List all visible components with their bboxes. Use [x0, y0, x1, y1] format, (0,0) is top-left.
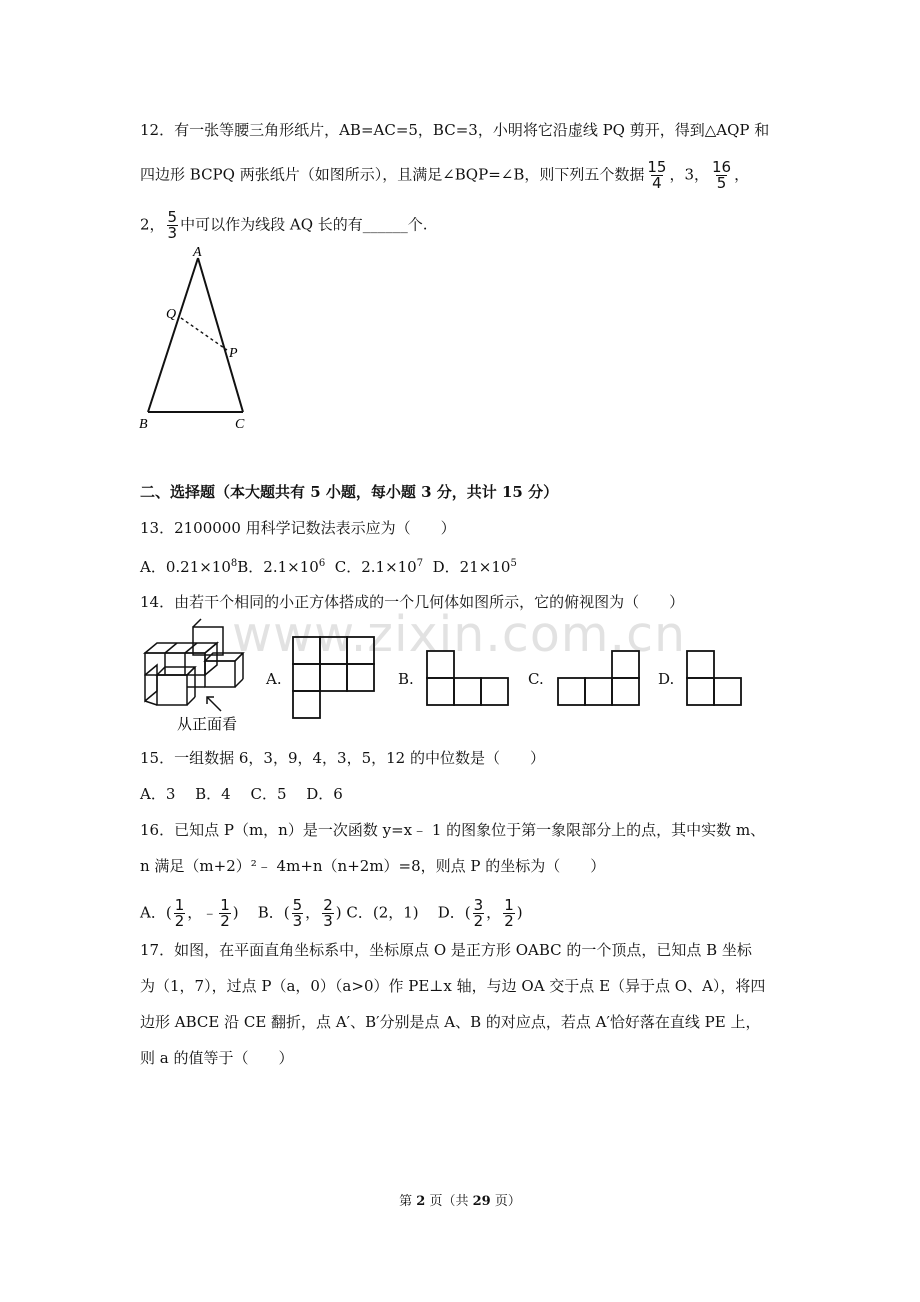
q12-line2: [140, 160, 749, 191]
q13-optA: A．0.21×10: [140, 558, 231, 576]
q14-optA-view: [290, 634, 390, 719]
q14-optC-label: C.: [528, 670, 544, 688]
q14-optB-view: [424, 648, 514, 708]
q15-options: A．3 B．4 C．5 D．6: [140, 785, 343, 803]
q13-optD: D．21×10: [432, 558, 511, 576]
q14-text: 14．由若干个相同的小正方体搭成的一个几何体如图所示，它的俯视图为（ ）: [140, 593, 685, 611]
triangle-figure: [135, 245, 265, 435]
label-Q: Q: [166, 307, 177, 322]
q17-line4: 则 a 的值等于（ ）: [140, 1049, 294, 1067]
q14-optA-label: A.: [266, 670, 282, 688]
view-label: 从正面看: [177, 715, 238, 733]
q12-line2-text: 四边形 BCPQ 两张纸片（如图所示），且满足∠BQP=∠B，则下列五个数据: [140, 165, 645, 184]
fraction-15-4: $\frac{15}{4}$: [647, 158, 667, 192]
q16-options: A．( $\frac{1}{2}$ ，﹣ $\frac{1}{2}$ ) B．( $\frac{5}{3}$ ， $\frac{2}{3}$ ) C．(2，1) D．( $\frac{3}{2}$ ， $\frac{1}{2}$ ): [140, 896, 523, 930]
q14-optD-view: [684, 648, 754, 708]
q17-line1: 17．如图，在平面直角坐标系中，坐标原点 O 是正方形 OABC 的一个顶点，已知点 B 坐标: [140, 941, 752, 959]
page-number: 2: [416, 1194, 426, 1209]
q12-sep1: ，3，: [669, 165, 709, 184]
q13-expB: 6: [318, 558, 326, 569]
fraction-5-3: $\frac{5}{3}$: [167, 208, 178, 242]
q13-options: [140, 554, 517, 577]
q16-line1: 16．已知点 P（m，n）是一次函数 y=x﹣ 1 的图象位于第一象限部分上的点，其中实数 m、: [140, 821, 766, 839]
section2-heading: 二、选择题（本大题共有 5 小题，每小题 3 分，共计 15 分）: [140, 483, 559, 501]
label-A: A: [193, 245, 202, 260]
label-P: P: [229, 346, 238, 361]
label-C: C: [235, 417, 245, 432]
q12-line3-post: 中可以作为线段 AQ 长的有______个.: [180, 215, 428, 234]
q16-line2: n 满足（m+2）²﹣ 4m+n（n+2m）=8，则点 P 的坐标为（ ）: [140, 857, 606, 875]
q12-sep2: ，: [734, 165, 750, 184]
page-total: 29: [472, 1194, 491, 1209]
watermark: www.zixin.com.cn: [232, 606, 687, 663]
q13-text: 13．2100000 用科学记数法表示应为（ ）: [140, 519, 456, 537]
cube-figure: [135, 625, 255, 733]
q17-line2: 为（1，7），过点 P（a，0）（a>0）作 PE⊥x 轴，与边 OA 交于点 E（异于点 O、A），将四: [140, 977, 766, 995]
q13-optC: C．2.1×10: [334, 558, 417, 576]
q17-line3: 边形 ABCE 沿 CE 翻折，点 A′、B′分别是点 A、B 的对应点，若点 A′恰好落在直线 PE 上，: [140, 1013, 761, 1031]
label-B: B: [139, 417, 148, 432]
q13-expC: 7: [416, 558, 424, 569]
fraction-16-5: $\frac{16}{5}$: [712, 158, 732, 192]
page-footer: 第 2 页（共 29 页）: [399, 1194, 521, 1209]
q14-optB-label: B.: [398, 670, 414, 688]
q13-optB: B．2.1×10: [237, 558, 319, 576]
q15-text: 15．一组数据 6，3，9，4，3，5，12 的中位数是（ ）: [140, 749, 545, 767]
q13-expA: 8: [230, 558, 238, 569]
q12-line1: 12．有一张等腰三角形纸片，AB=AC=5，BC=3，小明将它沿虚线 PQ 剪开，得到△AQP 和: [140, 121, 770, 139]
q12-line3-pre: 2，: [140, 215, 165, 234]
q14-optD-label: D.: [658, 670, 675, 688]
q12-line3: [140, 210, 428, 241]
q14-optC-view: [555, 648, 645, 708]
q13-expD: 5: [510, 558, 517, 569]
